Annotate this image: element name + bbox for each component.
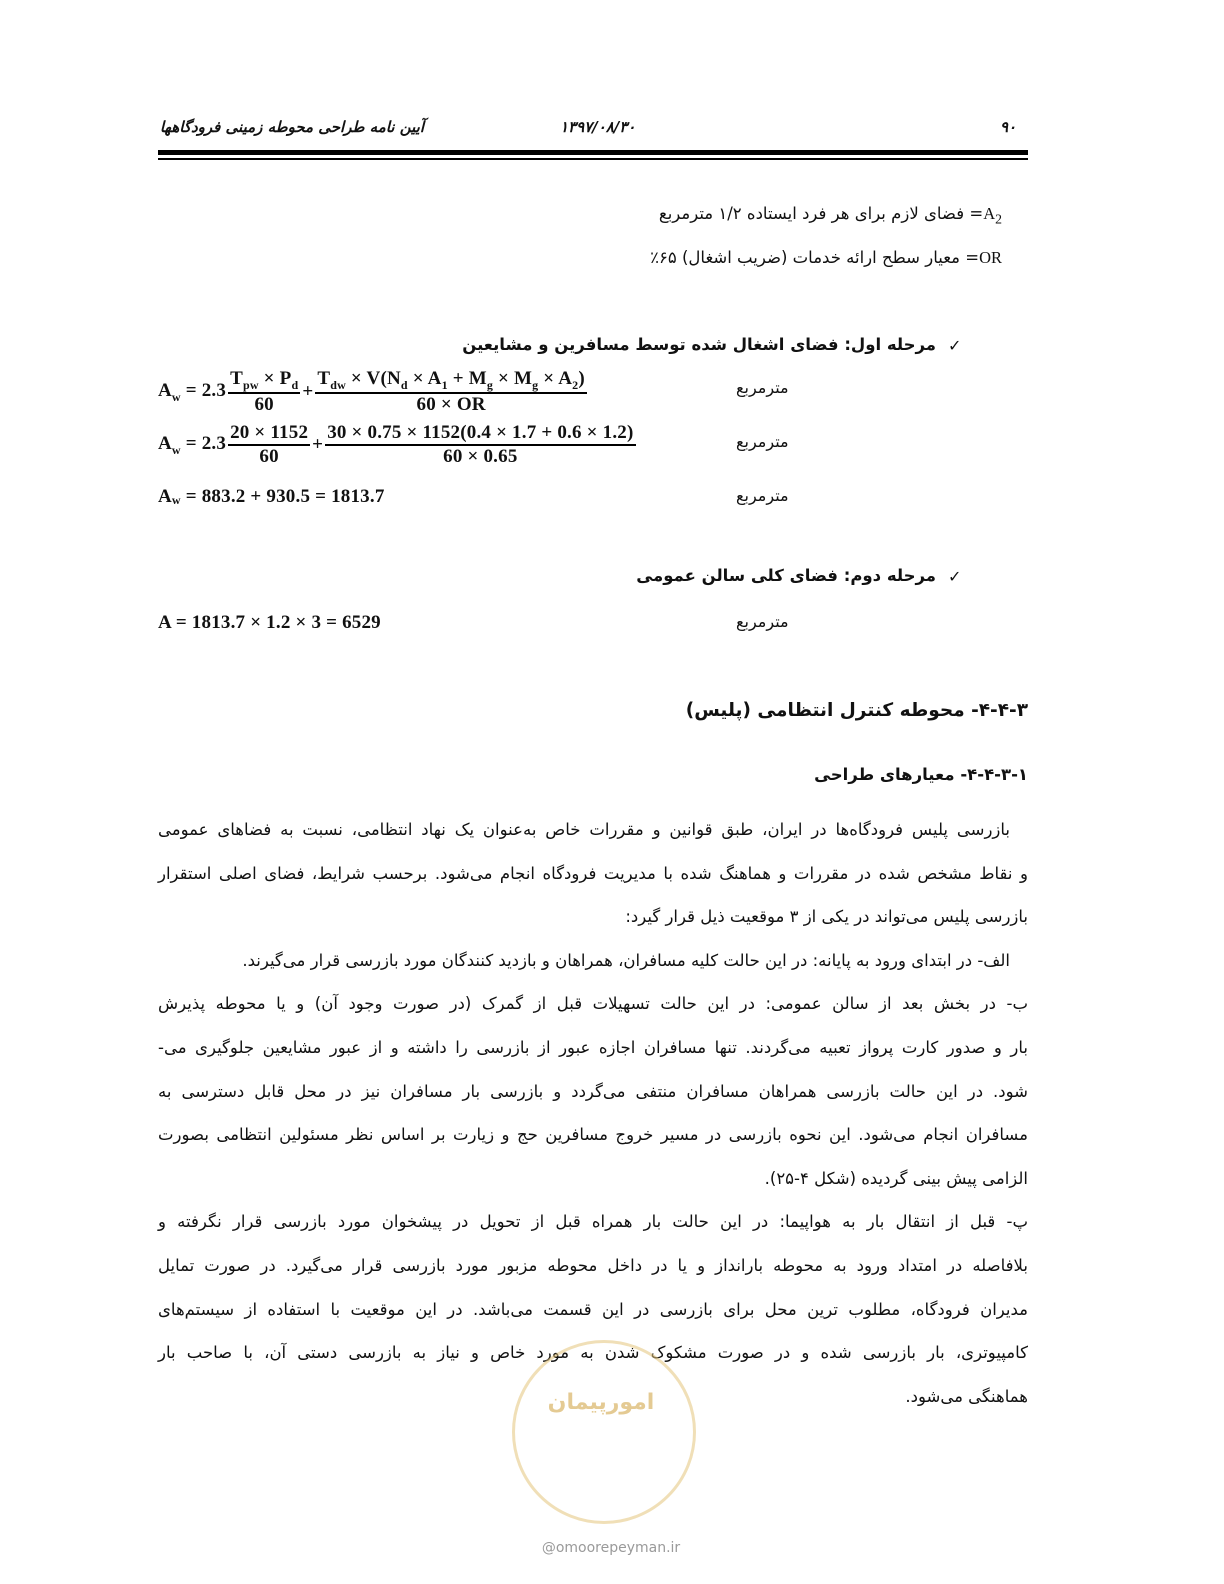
paragraph-line: پ- قبل از انتقال بار به هواپیما: در این حالت بار همراه قبل از تحویل در پیشخوان مورد بازرسی قرار نگرفته و — [158, 1212, 1028, 1232]
fraction-2: $\frac{30 \times 0.75 \times 1152(0.4 \times 1.7 + 0.6 \times 1.2)}{60 \times 0.65}$ — [327, 422, 634, 467]
checkmark-icon: ✓ — [948, 567, 962, 586]
subsection-heading: ۴-۴-۳-۱- معیارهای طراحی — [814, 765, 1028, 784]
stage2-title: مرحله دوم: فضای کلی سالن عمومی — [636, 566, 936, 585]
unit-label: مترمربع — [736, 486, 789, 505]
watermark-logo-text: امورپیمان — [547, 1390, 655, 1415]
definition-symbol: OR — [979, 248, 1002, 267]
paragraph-line: بار و صدور کارت پرواز تعبیه می‌گردند. تنها مسافران اجازه عبور از بازرسی را داشته و از عبور مشایعین جلوگیری می- — [158, 1037, 1028, 1057]
definition-symbol: $A_2$ — [983, 204, 1002, 227]
header-rule-thick — [158, 150, 1028, 155]
unit-label: مترمربع — [736, 432, 789, 451]
equation-4: A = 1813.7 × 1.2 × 3 = 6529 — [158, 612, 381, 633]
paragraph-line: الزامی پیش بینی گردیده (شکل ۴-۲۵). — [764, 1168, 1028, 1188]
body-text — [158, 808, 1028, 1418]
section-heading: ۴-۴-۳- محوطه کنترل انتظامی (پلیس) — [685, 700, 1028, 721]
equation-3: A w = 883.2 + 930.5 = 1813.7 — [158, 486, 385, 507]
definition-text: = معیار سطح ارائه خدمات (ضریب اشغال) ۶۵٪ — [650, 248, 980, 267]
header-rule-thin — [158, 158, 1028, 160]
paragraph-line: شود. در این حالت بازرسی همراهان مسافران منتفی می‌گردد و بازرسی بار مسافران نیز در محل قابل دسترسی به — [158, 1081, 1028, 1101]
paragraph-line: مسافران انجام می‌شود. این نحوه بازرسی در مسیر خروج مسافرین حج و زیارت بر اساس نظر مسئولین انتظامی بصورت — [158, 1125, 1028, 1145]
equation-1: $A_w = 2.3$ $\frac{T_{pw} \times P_d}{60}$ + $\frac{T_{dw} \times V(N_d \times A_1 + M_g \times M_g \times A_2)}{60 \times OR}$ — [158, 368, 585, 416]
stage1-title: مرحله اول: فضای اشغال شده توسط مسافرین و مشایعین — [462, 335, 936, 354]
watermark-logo — [512, 1340, 696, 1524]
document-date: ۱۳۹۷/۰۸/۳۰ — [560, 118, 636, 136]
paragraph-line: بلافاصله در امتداد ورود به محوطه بارانداز و یا در داخل محوطه مزبور مورد بازرسی قرار می‌گیرد. در صورت تمایل — [158, 1255, 1028, 1275]
equation-2: $A_w = 2.3$ $\frac{20 \times 1152}{60}$ + $\frac{30 \times 0.75 \times 1152(0.4 \times 1.7 + 0.6 \times 1.2)}{60 \times 0.65}$ — [158, 422, 634, 467]
paragraph-line: بازرسی پلیس فرودگاه‌ها در ایران، طبق قوانین و مقررات خاص به‌عنوان یک نهاد انتظامی، نسبت به فضاهای عمومی — [158, 820, 1010, 839]
paragraph-line: هماهنگی می‌شود. — [905, 1386, 1028, 1406]
definition-text: = فضای لازم برای هر فرد ایستاده ۱/۲ مترمربع — [658, 204, 984, 223]
unit-label: مترمربع — [736, 378, 789, 397]
paragraph-line: الف- در ابتدای ورود به پایانه: در این حالت کلیه مسافران، همراهان و بازدید کنندگان مورد بازرسی قرار می‌گیرند. — [242, 950, 1010, 970]
page-number: ۹۰ — [1000, 118, 1017, 136]
paragraph-line: کامپیوتری، بار بازرسی شده و در صورت مشکوک شدن به مورد خاص و نیاز به بازرسی دستی آن، با صاحب بار — [158, 1343, 1028, 1363]
paragraph-line: ب- در بخش بعد از سالن عمومی: در این حالت تسهیلات قبل از گمرک (در صورت وجود آن) و یا محوطه پذیرش — [158, 994, 1028, 1014]
paragraph-line: بازرسی پلیس می‌تواند در یکی از ۳ موقعیت ذیل قرار گیرد: — [625, 907, 1028, 927]
checkmark-icon: ✓ — [948, 336, 962, 355]
definition-a2 — [659, 204, 1002, 227]
definition-or — [650, 248, 1002, 268]
paragraph-line: و نقاط مشخص شده در مقررات و هماهنگ شده با مدیریت فرودگاه انجام می‌شود. برحسب شرایط، فضای اصلی استقرار — [158, 863, 1028, 883]
paragraph-line: مدیران فرودگاه، مطلوب ترین محل برای بازرسی در این قسمت می‌باشد. در این موقعیت با استفاده از سیستم‌های — [158, 1299, 1028, 1319]
document-title: آیین نامه طراحی محوطه زمینی فرودگاهها — [159, 118, 424, 136]
fraction-2: $\frac{T_{dw} \times V(N_d \times A_1 + M_g \times M_g \times A_2)}{60 \times OR}$ — [317, 368, 585, 416]
watermark-url: @omoorepeyman.ir — [541, 1540, 681, 1556]
fraction-1: $\frac{20 \times 1152}{60}$ — [230, 422, 309, 467]
fraction-1: $\frac{T_{pw} \times P_d}{60}$ — [230, 368, 299, 416]
unit-label: مترمربع — [736, 612, 789, 631]
